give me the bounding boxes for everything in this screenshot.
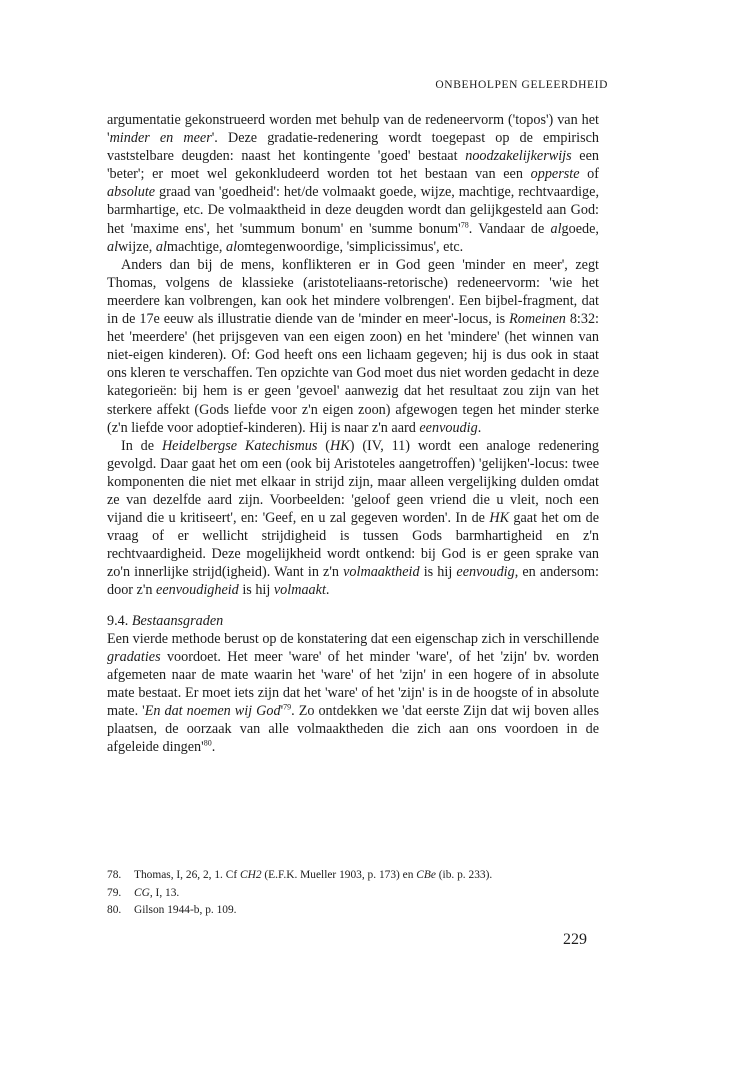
paragraph-1 (107, 111, 599, 256)
italic-text: En dat noemen wij God (144, 703, 281, 719)
text-run: voordoet. Het meer 'ware' of het minder 'ware', of het 'zijn' bv. worden afgemeten naar de mate waarin het 'ware' of het 'zijn' in een hogere of in absolute mate bestaat. Er moet iets zijn dat het 'ware' of het 'zijn' is in de hoogste of in absolute mate. ' (107, 648, 599, 719)
text-run: ' (280, 703, 284, 719)
text-run: graad van 'goedheid': het/de volmaakt goede, wijze, machtige, rechtvaardige, barmhartige, etc. De volmaaktheid in deze deugden wordt dan gelijkgesteld aan God: het 'maxime ens', het 'summum bonum' en 'summe bonum' (107, 184, 599, 237)
footnote-number: 78. (107, 869, 122, 881)
text-run: goede, (561, 220, 599, 237)
italic-text: CG (134, 886, 150, 899)
text-run: is hij (419, 564, 457, 581)
paragraph-3 (107, 437, 599, 600)
text-run: een 'beter'; er moet wel gekonkludeerd worden tot het bestaan van een (107, 148, 599, 183)
footnotes (107, 867, 599, 920)
paragraph-2 (107, 256, 599, 437)
footnote-79 (107, 885, 599, 903)
italic-text: CH2 (240, 869, 262, 881)
text-run: , en andersom: door z'n (107, 564, 599, 599)
italic-text: volmaaktheid (343, 564, 420, 581)
section-heading (107, 612, 599, 630)
footnote-number: 80. (107, 904, 122, 917)
body-text (107, 111, 599, 756)
italic-text: volmaakt (273, 582, 326, 599)
text-run: . (477, 419, 482, 436)
section-number: 9.4. (107, 612, 129, 629)
text-run: . Vandaar de (468, 220, 551, 237)
footnote-80 (107, 902, 599, 920)
italic-text: eenvoudigheid (156, 582, 239, 599)
italic-text: gradaties (107, 648, 161, 665)
text-run: '. Deze gradatie-redenering wordt toegepast op de empirisch vaststelbare deugden: naast het kontingente 'goed' bestaat (107, 130, 599, 165)
italic-text: opperste (530, 166, 580, 183)
text-run: In de (121, 437, 162, 454)
text-run: is hij (238, 582, 274, 599)
text-run: 8:32: het 'meerdere' (het prijsgeven van een eigen zoon) en het 'mindere' (het winnen van niet-eigen kinderen). Of: God heeft ons een lichaam gegeven; hij is dus ook in staat ons kleren te verschaffen. Ten opzichte van God moet dus niet worden gedacht in deze kategorieën: bij hem is er geen 'gevoel' aanwezig dat het resultaat zou zijn van het sterkere affekt (Gods liefde voor z'n eigen zoon) afgewogen tegen het minder sterke (z'n liefde voor adoptief-kinderen). Hij is naar z'n aard (107, 311, 600, 436)
italic-text: al (226, 238, 238, 255)
footnote-number: 79. (107, 886, 122, 899)
footnote-78 (107, 867, 599, 885)
italic-text: absolute (107, 184, 156, 201)
text-run: (E.F.K. Mueller 1903, p. 173) en (261, 869, 417, 881)
text-run: ) (IV, 11) wordt een analoge redenering gevolgd. Daar gaat het om een (ook bij Aristoteles aangetroffen) 'gelijken'-locus: twee komponenten die niet met elkaar in strijd zijn, maar alleen vergelijking dulden omdat ze van dezelfde aard zijn. Voorbeelden: 'geloof geen vriend die u vleit, noch een vijand die u kritiseert', en: 'Geef, en u zal gegeven worden'. In de (107, 437, 599, 527)
text-run: . (211, 739, 216, 756)
text-run: gaat het om de vraag of er wellicht strijdigheid is tussen Gods barmhartigheid en z'n rechtvaardigheid. Deze mogelijkheid wordt ontkend: bij God is er geen sprake van zo'n innerlijke strijd(igheid). Want in z'n (107, 510, 599, 581)
italic-text: Romeinen (509, 311, 566, 328)
italic-text: Heidelbergse Katechismus (161, 437, 318, 454)
italic-text: noodzakelijkerwijs (465, 148, 572, 165)
footnote-text (134, 885, 179, 903)
text-run: ( (317, 437, 331, 454)
text-run: (ib. p. 233). (435, 869, 493, 881)
page-number: 229 (563, 931, 587, 948)
italic-text: al (155, 238, 167, 255)
footnote-text (134, 902, 237, 920)
text-run: . (325, 582, 330, 599)
text-run: omtegenwoordige, 'simplicissimus', etc. (237, 238, 464, 255)
text-run: wijze, (118, 238, 156, 255)
footnote-ref: 80 (203, 738, 212, 748)
italic-text: al (550, 220, 562, 237)
footnote-ref: 79 (283, 702, 292, 712)
italic-text: eenvoudig (419, 419, 478, 436)
italic-text: al (107, 238, 119, 255)
section-paragraph (107, 630, 599, 757)
italic-text: HK (489, 510, 510, 527)
footnote-text (134, 867, 492, 885)
text-run: Een vierde methode berust op de konstatering dat een eigenschap zich in verschillende (107, 630, 599, 647)
text-run: . Zo ontdekken we 'dat eerste Zijn dat wij boven alles plaatsen, de oorzaak van alle volmaaktheden die zich aan ons voordoen in de afgeleide dingen' (107, 703, 599, 756)
text-run: of (579, 166, 599, 183)
italic-text: eenvoudig (456, 564, 515, 581)
section-title: Bestaansgraden (131, 612, 224, 629)
footnote-ref: 78 (460, 219, 469, 229)
italic-text: minder en meer (109, 130, 212, 147)
text-run: argumentatie gekonstrueerd worden met behulp van de redeneervorm ('topos') van het ' (107, 112, 599, 147)
text-run: machtige, (166, 238, 227, 255)
text-run: Thomas, I, 26, 2, 1. Cf (134, 869, 240, 881)
italic-text: HK (330, 437, 350, 454)
running-header: ONBEHOLPEN GELEERDHEID (435, 79, 608, 91)
text-run: , I, 13. (149, 886, 180, 899)
italic-text: CBe (416, 869, 436, 881)
text-run: Gilson 1944-b, p. 109. (134, 904, 237, 917)
text-run: Anders dan bij de mens, konflikteren er in God geen 'minder en meer', zegt Thomas, volgens de klassieke (aristoteliaans-retorische) redeneervorm: 'wie het meerdere kan volbrengen, kan ook het mindere volbrengen'. Een bijbel-fragment, dat in de 17e eeuw als illustratie diende van de 'minder en meer'-locus, is (107, 256, 599, 328)
